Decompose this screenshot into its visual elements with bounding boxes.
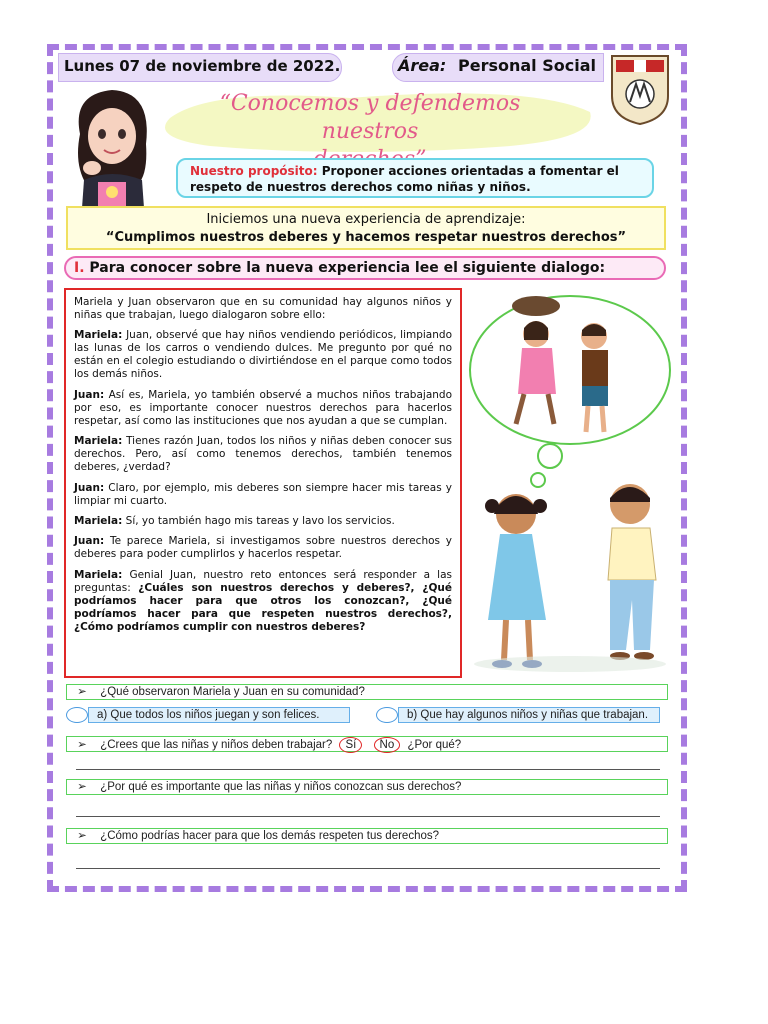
speaker-name: Mariela: xyxy=(74,435,123,448)
question-4 xyxy=(66,828,668,844)
dialog-line xyxy=(74,535,452,561)
experience-title: “Cumplimos nuestros deberes y hacemos respetar nuestros derechos” xyxy=(105,230,627,245)
arrow-icon: ➢ xyxy=(77,830,87,842)
speaker-name: Juan: xyxy=(74,388,105,401)
yes-option[interactable]: Sí xyxy=(339,737,362,753)
dialog-text: Así es, Mariela, yo también observé a muchos niños trabajando por eso, es importante conocer nuestros derechos para hacerlos respetar, así como las instituciones que nos ayudan a que se cumplan. xyxy=(74,388,452,427)
dialog-line xyxy=(74,569,452,634)
option-b-label: b) Que hay algunos niños y niñas que trabajan. xyxy=(407,709,649,721)
dialog-box xyxy=(64,288,462,678)
section-text: Para conocer sobre la nueva experiencia lee el siguiente dialogo: xyxy=(89,260,606,276)
area-label: Área: xyxy=(398,56,447,75)
question-text: ¿Qué observaron Mariela y Juan en su comunidad? xyxy=(100,686,365,698)
speaker-name: Juan: xyxy=(74,535,105,548)
speaker-name: Mariela: xyxy=(74,329,123,342)
question-3 xyxy=(66,779,668,795)
speaker-name: Juan: xyxy=(74,481,105,494)
girl-avatar-illustration xyxy=(62,84,162,208)
option-a[interactable] xyxy=(88,707,350,723)
question-text: ¿Por qué es importante que las niñas y niños conozcan sus derechos? xyxy=(100,781,462,793)
dialog-line xyxy=(74,515,452,528)
dialog-line xyxy=(74,389,452,428)
dialog-line xyxy=(74,435,452,474)
section-number: I. xyxy=(74,260,85,276)
school-crest-icon xyxy=(608,52,672,126)
dialog-text: Sí, yo también hago mis tareas y lavo los servicios. xyxy=(125,514,395,527)
dialog-text: Claro, por ejemplo, mis deberes son siempre hacer mis tareas y limpiar mi cuarto. xyxy=(74,481,452,507)
purpose-box xyxy=(176,158,654,198)
dialog-line xyxy=(74,329,452,381)
question-1 xyxy=(66,684,668,700)
answer-line[interactable] xyxy=(76,816,660,817)
section-heading xyxy=(64,256,666,280)
arrow-icon: ➢ xyxy=(77,739,87,751)
purpose-label: Nuestro propósito: xyxy=(190,164,318,178)
answer-line[interactable] xyxy=(76,769,660,770)
option-b-radio[interactable] xyxy=(376,707,398,723)
arrow-icon: ➢ xyxy=(77,686,87,698)
children-illustration xyxy=(466,284,676,674)
no-option[interactable]: No xyxy=(374,737,401,753)
option-a-radio[interactable] xyxy=(66,707,88,723)
option-b[interactable] xyxy=(398,707,660,723)
option-a-label: a) Que todos los niños juegan y son felices. xyxy=(97,709,320,721)
dialog-intro: Mariela y Juan observaron que en su comunidad hay algunos niños y niñas que trabajan, luego dialogaron sobre ello: xyxy=(74,296,452,321)
experience-box xyxy=(66,206,666,250)
why-text: ¿Por qué? xyxy=(407,739,462,751)
dialog-text: Juan, observé que hay niños vendiendo periódicos, limpiando las lunas de los carros o vendiendo dulces. Me pregunto por qué no están en el colegio estudiando o divirtiéndose en el parque como todos los demás niños. xyxy=(74,329,452,381)
date-text: Lunes 07 de noviembre de 2022. xyxy=(64,57,341,75)
experience-intro: Iniciemos una nueva experiencia de aprendizaje: xyxy=(206,212,526,227)
question-2 xyxy=(66,736,668,752)
question-text: ¿Crees que las niñas y niños deben trabajar? xyxy=(100,739,333,751)
dialog-text: Genial Juan, nuestro reto entonces será responder a las preguntas: xyxy=(74,568,453,594)
area-value: Personal Social xyxy=(458,56,596,75)
arrow-icon: ➢ xyxy=(77,781,87,793)
dialog-text: Tienes razón Juan, todos los niños y niñas deben conocer sus derechos. Pero, así como tenemos derechos, también tenemos deberes, ¿verdad? xyxy=(74,435,452,474)
dialog-questions: ¿Cuáles son nuestros derechos y deberes?, ¿Qué podríamos hacer para que otros los conozcan?, ¿Qué podríamos hacer para que respeten nuestros derechos?, ¿Cómo podríamos cumplir con nuestros deberes? xyxy=(74,581,452,633)
question-text: ¿Cómo podrías hacer para que los demás respeten tus derechos? xyxy=(100,830,440,842)
speaker-name: Mariela: xyxy=(74,514,123,527)
dialog-text: Te parece Mariela, si investigamos sobre nuestros derechos y deberes para poder cumplirlos y hacerlos respetar. xyxy=(74,535,452,561)
title-line-1: “Conocemos y defendemos nuestros xyxy=(219,91,521,144)
dialog-line xyxy=(74,482,452,508)
purpose-text: Proponer acciones orientadas a fomentar el respeto de nuestros derechos como niñas y niños. xyxy=(190,164,619,194)
speaker-name: Mariela: xyxy=(74,568,123,581)
answer-line[interactable] xyxy=(76,868,660,869)
